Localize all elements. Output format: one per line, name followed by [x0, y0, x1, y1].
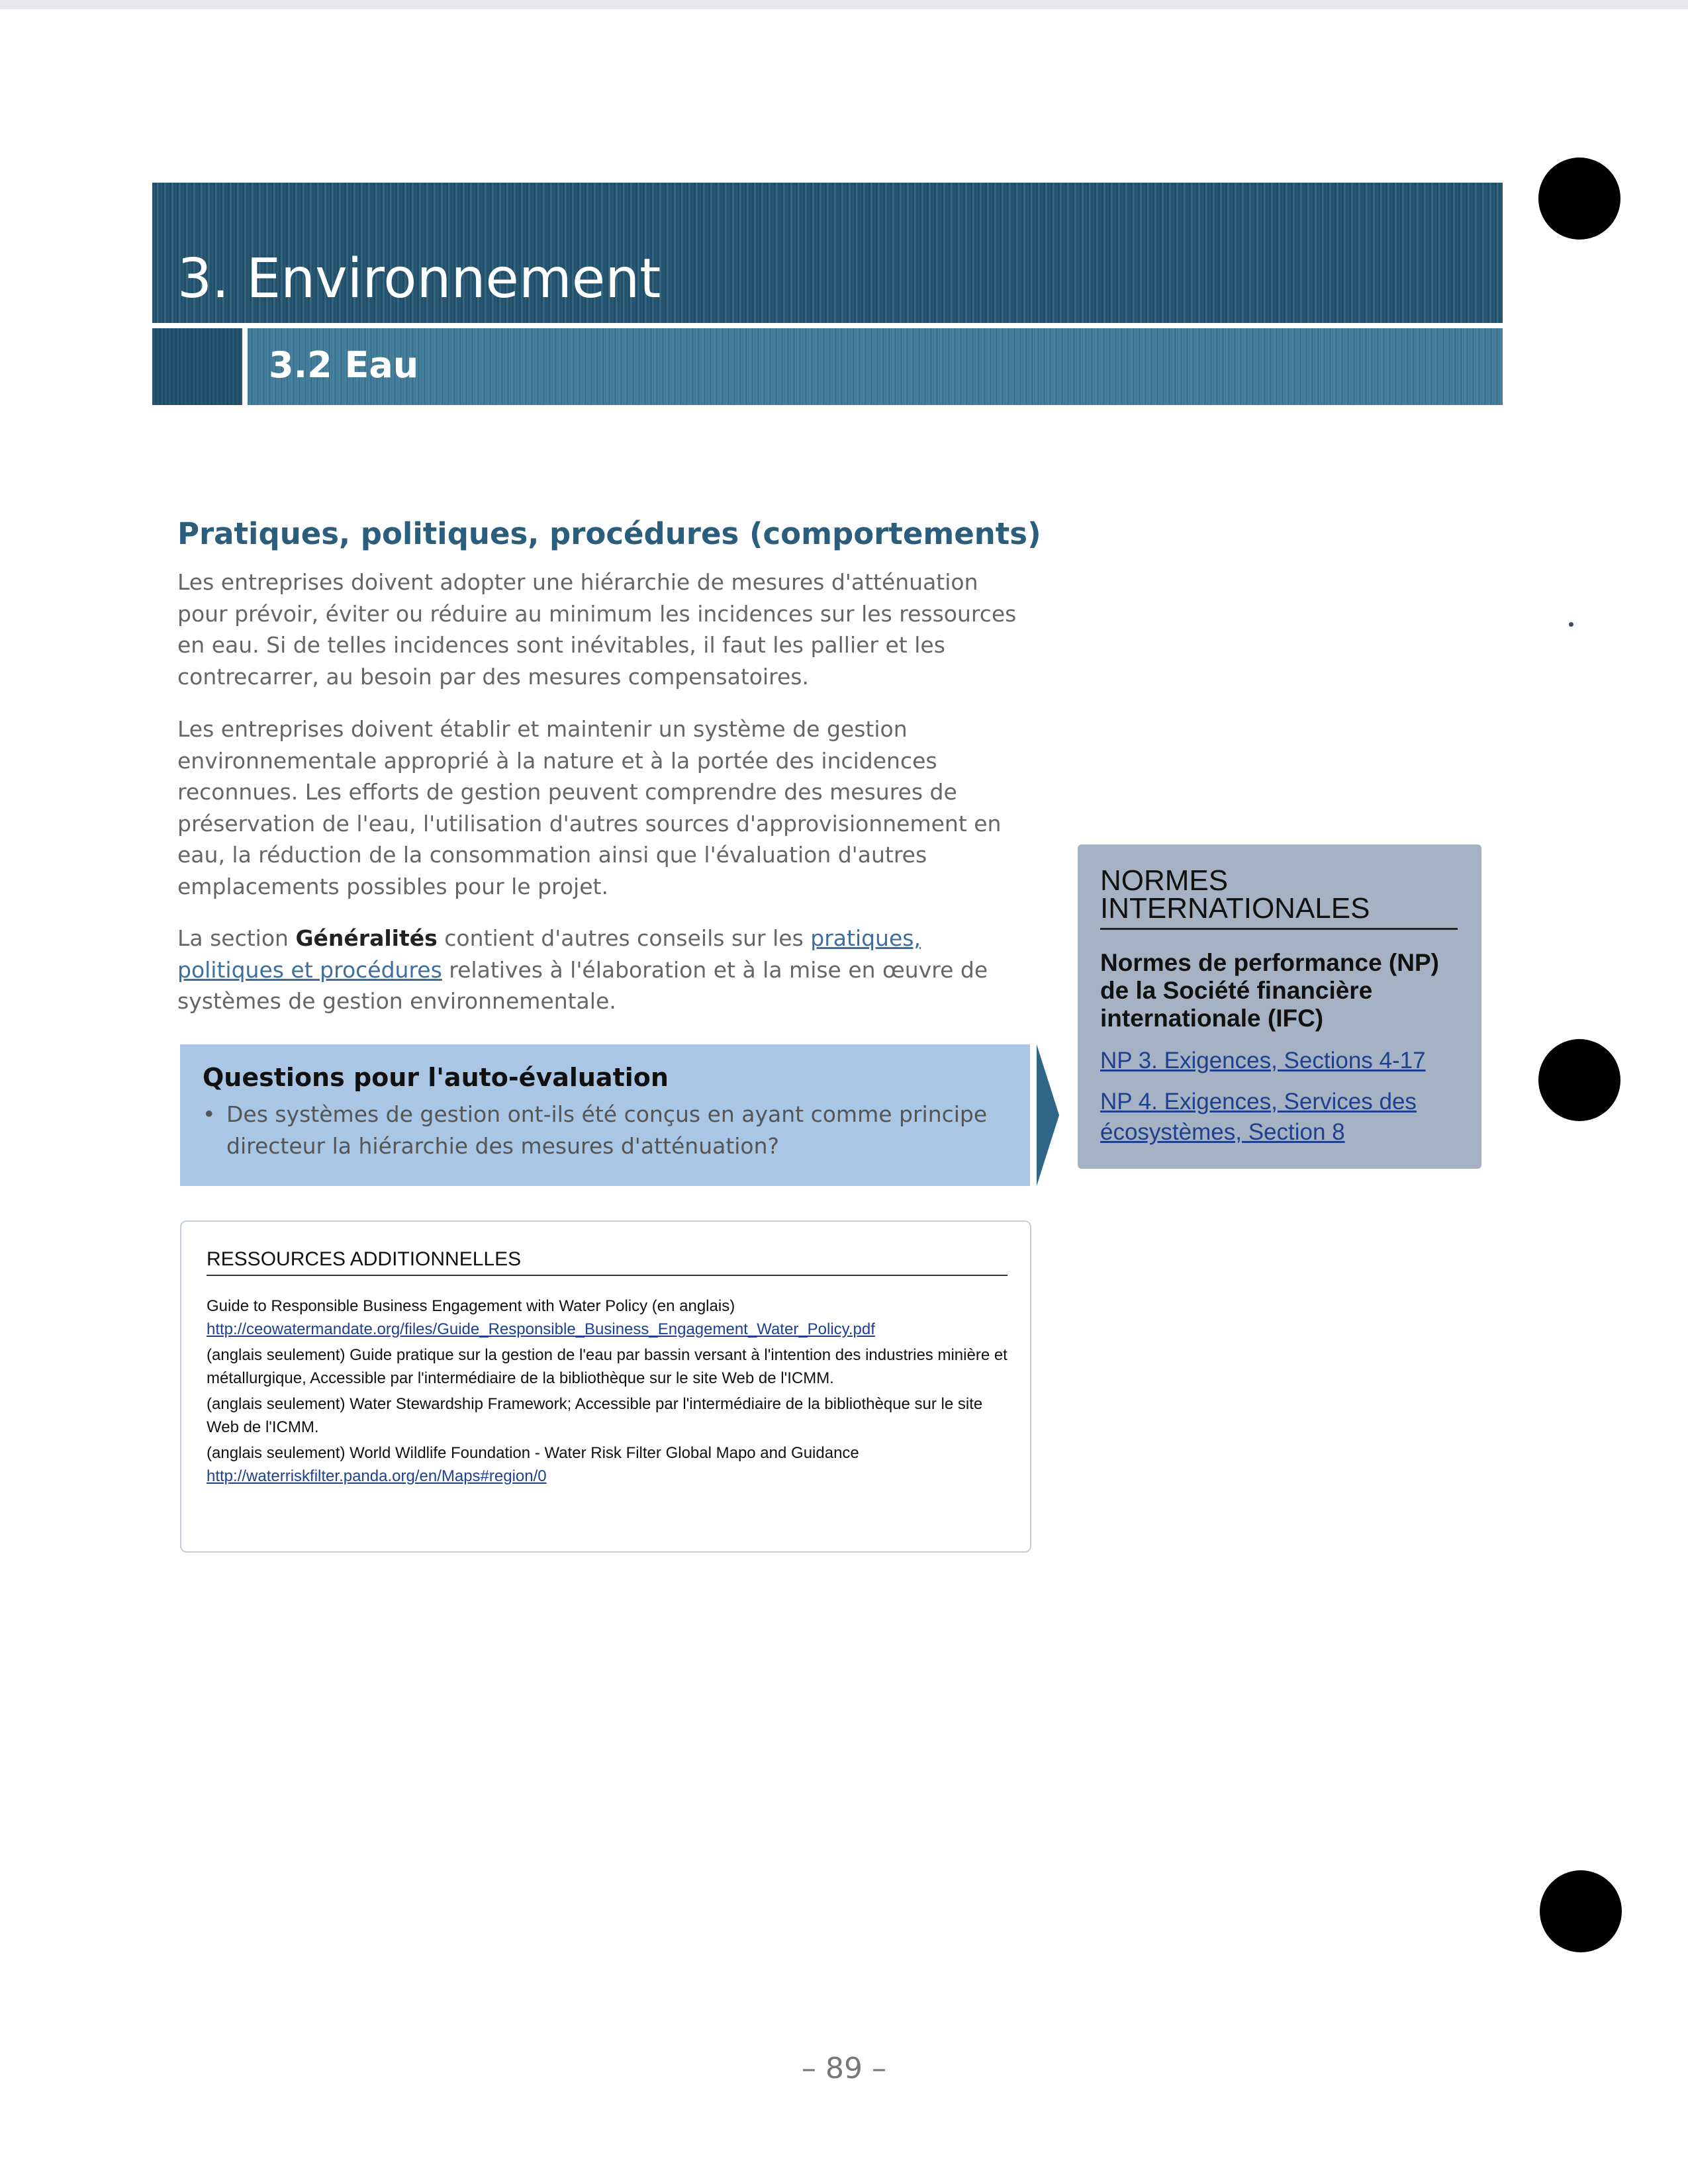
- punch-hole-bottom: [1540, 1870, 1622, 1952]
- page-number: – 89 –: [802, 2052, 886, 2085]
- paragraph-suffix: relatives à l'élaboration et à la mise en œuvre de systèmes de gestion environnementale.: [177, 956, 988, 1014]
- paragraph-mitigation: Les entreprises doivent adopter une hiérarchie de mesures d'atténuation pour prévoir, éviter ou réduire au minimum les incidences sur les ressources en eau. Si de telles incidences sont inévitables, il faut les pallier et les contrecarrer, au besoin par des mesures compensatoires.: [177, 569, 1017, 690]
- self-assessment-list: [203, 1099, 1017, 1162]
- resources-list: [207, 1295, 1014, 1490]
- standards-subtitle: Normes de performance (NP) de la Société financière internationale (IFC): [1100, 949, 1439, 1032]
- paragraph-prefix: La section: [177, 925, 296, 951]
- banner-divider: [152, 323, 1503, 328]
- punch-hole-middle: [1538, 1039, 1620, 1121]
- international-standards-box: [1078, 844, 1481, 1169]
- section-banner-tab: [152, 328, 248, 405]
- standard-link-np4[interactable]: NP 4. Exigences, Services des écosystèmes, Section 8: [1100, 1089, 1417, 1145]
- arrow-right-icon: [1037, 1044, 1059, 1186]
- list-item: [207, 1343, 1014, 1390]
- section-title: 3.2 Eau: [269, 344, 419, 386]
- self-assessment-title: Questions pour l'auto-évaluation: [203, 1063, 669, 1092]
- self-assessment-box: [180, 1044, 1030, 1186]
- practices-policies-link[interactable]: pratiques, politiques et procédures: [177, 925, 921, 983]
- resource-text: (anglais seulement) Water Stewardship Framework; Accessible par l'intermédiaire de la bibliothèque sur le site Web de l'ICMM.: [207, 1395, 983, 1436]
- list-item: • Des systèmes de gestion ont-ils été conçus en ayant comme principe directeur la hiérarchie des mesures d'atténuation?: [203, 1099, 1017, 1162]
- resource-link[interactable]: http://waterriskfilter.panda.org/en/Maps#region/0: [207, 1467, 547, 1485]
- standards-title: NORMES INTERNATIONALES: [1100, 867, 1458, 930]
- punch-hole-top: [1538, 158, 1620, 240]
- resource-text: (anglais seulement) Guide pratique sur la gestion de l'eau par bassin versant à l'intention des industries minière et métallurgique, Accessible par l'intermédiaire de la bibliothèque sur le site Web de l'ICMM.: [207, 1346, 1008, 1387]
- standard-link-np3[interactable]: NP 3. Exigences, Sections 4-17: [1100, 1048, 1426, 1073]
- list-item: [207, 1295, 1014, 1341]
- resource-text: Guide to Responsible Business Engagement with Water Policy (en anglais): [207, 1297, 735, 1315]
- scan-top-edge: [0, 0, 1688, 9]
- resources-title: RESSOURCES ADDITIONNELLES: [207, 1248, 1008, 1276]
- section-heading: Pratiques, politiques, procédures (comportements): [177, 516, 1041, 551]
- general-section-bold: Généralités: [295, 925, 438, 951]
- scan-speck: [1569, 622, 1573, 627]
- resource-link[interactable]: http://ceowatermandate.org/files/Guide_Responsible_Business_Engagement_Water_Policy.pdf: [207, 1320, 875, 1338]
- list-item: [207, 1392, 1014, 1439]
- list-item: [207, 1441, 1014, 1488]
- paragraph-management-system: Les entreprises doivent établir et maintenir un système de gestion environnementale approprié à la nature et à la portée des incidences reconnues. Les efforts de gestion peuvent comprendre des mesures de préservation de l'eau, l'utilisation d'autres sources d'approvisionnement en eau, la réduction de la consommation ainsi que l'évaluation d'autres emplacements possibles pour le projet.: [177, 716, 1002, 899]
- resource-text: (anglais seulement) World Wildlife Foundation - Water Risk Filter Global Mapo and Guidance: [207, 1444, 859, 1462]
- standards-links: [1100, 1046, 1458, 1158]
- list-item: [1100, 1046, 1458, 1076]
- additional-resources-box: [180, 1220, 1031, 1553]
- paragraph-general-section: [177, 923, 1031, 1017]
- chapter-title: 3. Environnement: [177, 248, 661, 310]
- section-banner: [152, 328, 1503, 405]
- chapter-banner: [152, 183, 1503, 323]
- paragraph-middle: contient d'autres conseils sur les: [437, 925, 811, 951]
- list-item: [1100, 1087, 1458, 1148]
